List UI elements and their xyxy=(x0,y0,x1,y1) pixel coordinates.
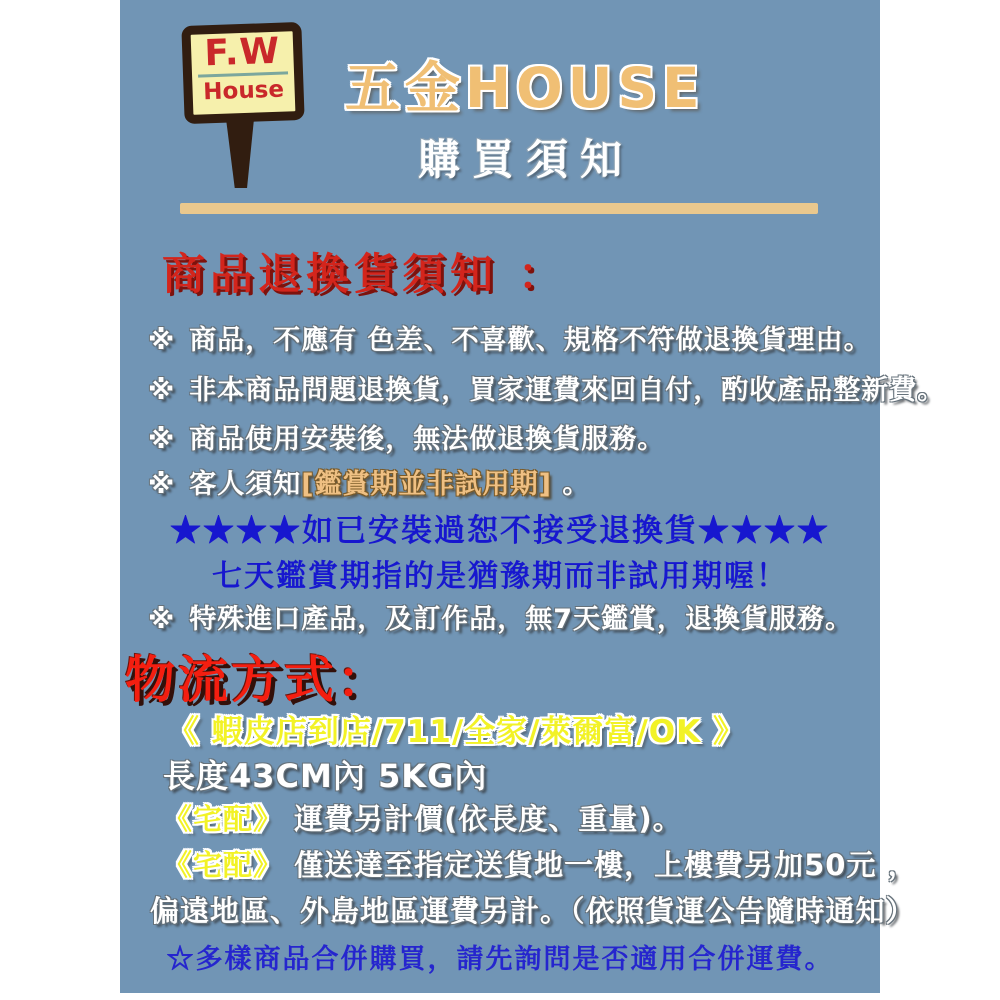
page-title: 五金HOUSE xyxy=(345,56,705,120)
home-delivery-line-1 xyxy=(163,797,683,838)
customer-notice-highlight: [鑑賞期並非試用期] xyxy=(301,469,552,500)
notice-item-2 xyxy=(148,368,945,407)
sign-stick xyxy=(218,118,262,188)
home-delivery-tag: 《宅配》 xyxy=(163,848,284,882)
size-limit-line: 長度43CM內 5KG內 xyxy=(163,757,488,795)
customer-notice-suffix: 。 xyxy=(551,469,591,500)
bullet-marker: ※ xyxy=(148,604,176,635)
bullet-marker: ※ xyxy=(148,375,176,406)
home-delivery-tag: 《宅配》 xyxy=(163,802,284,836)
home-delivery-1-text: 運費另計價(依長度、重量)。 xyxy=(283,802,683,836)
return-notice-heading: 商品退換貨須知 ： xyxy=(162,250,566,300)
sign-board xyxy=(181,22,304,124)
combine-shipping-footer: ☆多樣商品合併購買，請先詢問是否適用合併運費。 xyxy=(166,944,834,975)
home-delivery-2-text: 僅送達至指定送貨地一樓，上樓費另加50元 ， xyxy=(283,848,918,882)
notice-item-3-text: 商品使用安裝後，無法做退換貨服務。 xyxy=(189,424,666,455)
remote-area-line: 偏遠地區、外島地區運費另計。（依照貨運公告隨時通知） xyxy=(150,894,916,928)
notice-item-5 xyxy=(148,597,853,636)
notice-item-1-text: 商品，不應有 色差、不喜歡、規格不符做退換貨理由。 xyxy=(189,325,872,356)
notice-item-1 xyxy=(148,318,872,357)
store-pickup-line: 《 蝦皮店到店/711/全家/萊爾富/OK 》 xyxy=(168,714,745,750)
home-delivery-line-2 xyxy=(163,843,918,884)
bullet-marker: ※ xyxy=(148,469,176,500)
notice-item-2-text: 非本商品問題退換貨，買家運費來回自付，酌收產品整新費。 xyxy=(189,375,946,406)
customer-notice-prefix: 客人須知 xyxy=(189,469,302,500)
sign-house-text: House xyxy=(202,76,285,106)
sign-brand-text: F.W xyxy=(203,30,281,75)
bullet-marker: ※ xyxy=(148,424,176,455)
divider-bar xyxy=(180,203,818,214)
bullet-marker: ※ xyxy=(148,325,176,356)
page-subtitle: 購買須知 xyxy=(418,135,635,184)
appreciation-period-note: 七天鑑賞期指的是猶豫期而非試用期喔！ xyxy=(212,559,788,594)
notice-item-4 xyxy=(148,462,590,501)
star-warning-line: ★★★★如已安裝過恕不接受退換貨★★★★ xyxy=(170,513,830,549)
notice-item-5-text: 特殊進口產品，及訂作品，無7天鑑賞，退換貨服務。 xyxy=(189,604,854,635)
logistics-heading: 物流方式： xyxy=(125,651,390,709)
notice-item-3 xyxy=(148,417,665,456)
